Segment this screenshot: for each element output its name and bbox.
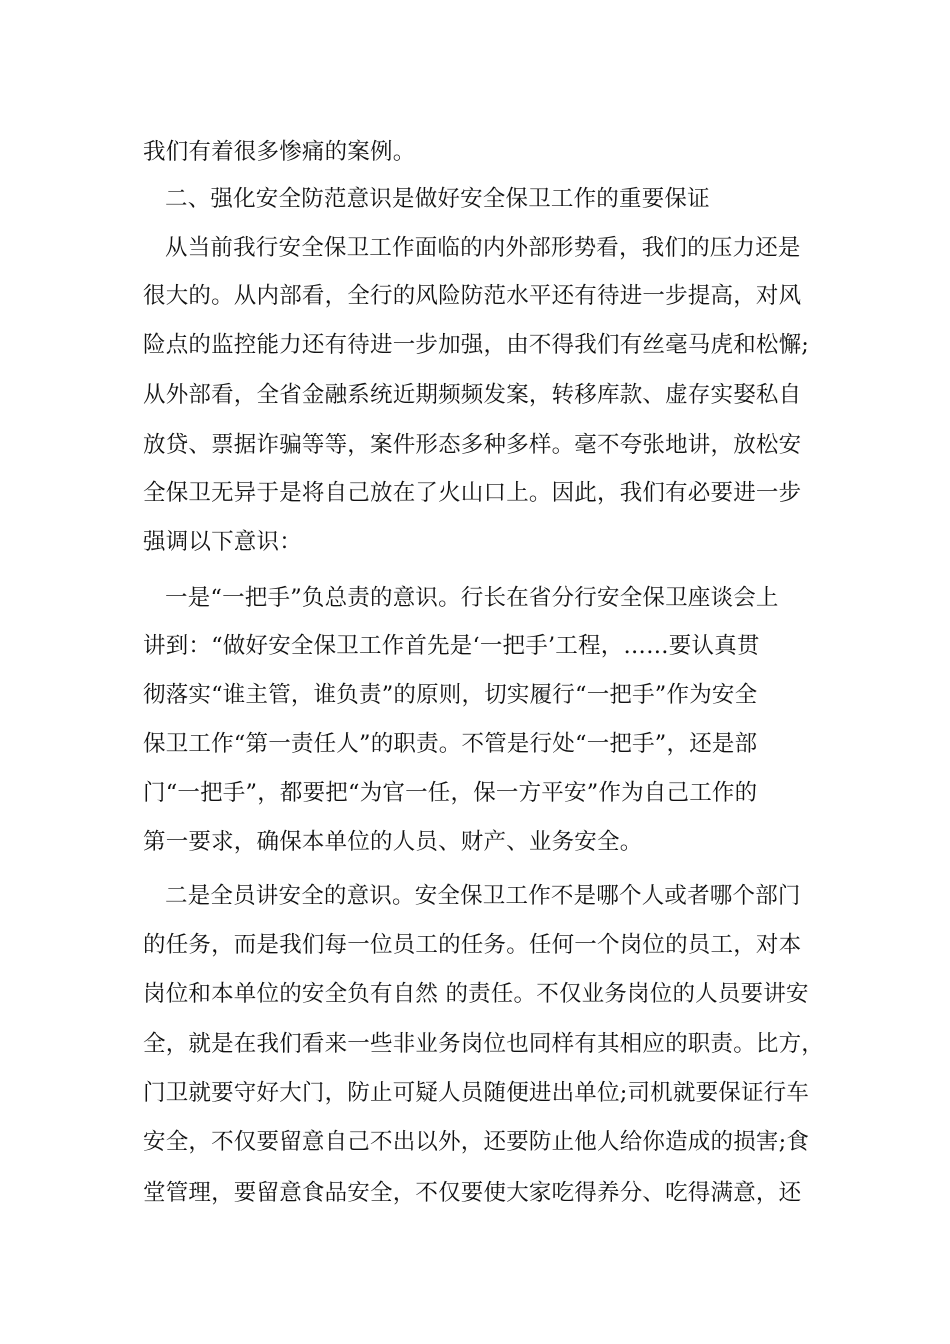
text-line: 一是“一把手”负总责的意识。行长在省分行安全保卫座谈会上 <box>165 585 779 611</box>
text-line: 二是全员讲安全的意识。安全保卫工作不是哪个人或者哪个部门 <box>165 883 801 909</box>
text-line: 保卫工作“第一责任人”的职责。不管是行处“一把手”，还是部 <box>143 731 758 757</box>
section-heading: 二、强化安全防范意识是做好安全保卫工作的重要保证 <box>165 186 710 212</box>
text-line: 险点的监控能力还有待进一步加强，由不得我们有丝毫马虎和松懈; <box>143 332 810 358</box>
text-line: 岗位和本单位的安全负有自然 的责任。不仅业务岗位的人员要讲安 <box>143 981 809 1007</box>
text-line: 全，就是在我们看来一些非业务岗位也同样有其相应的职责。比方， <box>143 1031 825 1057</box>
text-line: 门“一把手”，都要把“为官一任，保一方平安”作为自己工作的 <box>143 780 758 806</box>
text-line: 强调以下意识： <box>143 529 302 555</box>
text-line: 第一要求，确保本单位的人员、财产、业务安全。 <box>143 829 643 855</box>
text-line: 很大的。从内部看，全行的风险防范水平还有待进一步提高，对风 <box>143 283 802 309</box>
text-line: 放贷、票据诈骗等等，案件形态多种多样。毫不夸张地讲，放松安 <box>143 432 802 458</box>
text-line: 全保卫无异于是将自己放在了火山口上。因此，我们有必要进一步 <box>143 480 802 506</box>
text-line: 我们有着很多惨痛的案例。 <box>143 139 416 165</box>
text-line: 彻落实“谁主管，谁负责”的原则，切实履行“一把手”作为安全 <box>143 682 758 708</box>
text-line: 从当前我行安全保卫工作面临的内外部形势看，我们的压力还是 <box>165 235 801 261</box>
text-line: 从外部看，全省金融系统近期频频发案，转移库款、虚存实娶私自 <box>143 382 802 408</box>
text-line: 讲到：“做好安全保卫工作首先是‘一把手’工程，……要认真贯 <box>143 633 760 659</box>
text-line: 的任务，而是我们每一位员工的任务。任何一个岗位的员工，对本 <box>143 932 802 958</box>
text-line: 安全，不仅要留意自己不出以外，还要防止他人给你造成的损害;食 <box>143 1129 810 1155</box>
text-line: 门卫就要守好大门，防止可疑人员随便进出单位;司机就要保证行车 <box>143 1080 810 1106</box>
text-line: 堂管理，要留意食品安全，不仅要使大家吃得养分、吃得满意，还 <box>143 1180 802 1206</box>
